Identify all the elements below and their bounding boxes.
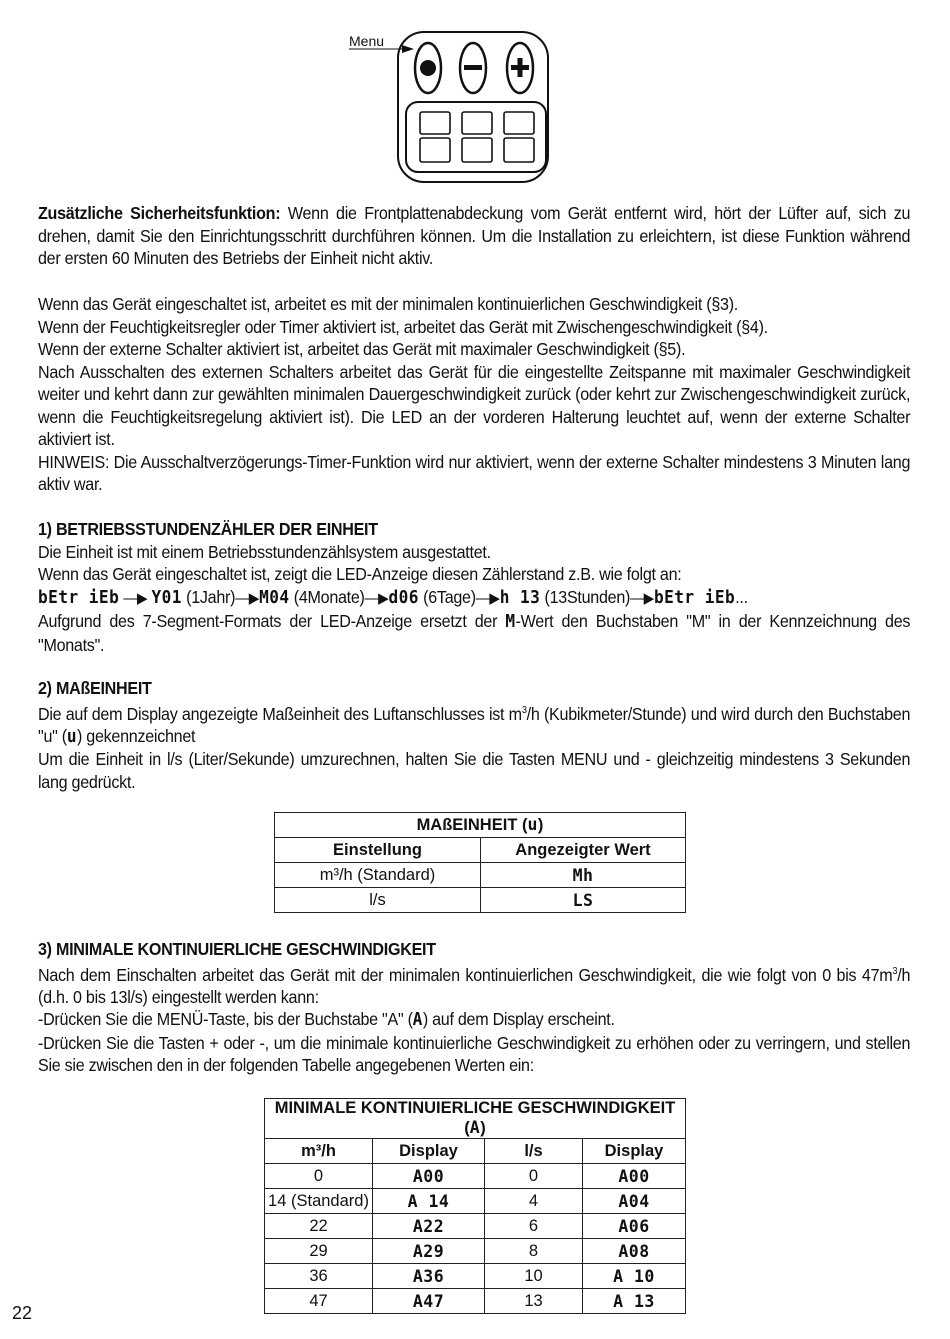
section-3-heading: 3) MINIMALE KONTINUIERLICHE GESCHWINDIGKEIT: [38, 939, 436, 959]
section-2-heading: 2) MAßEINHEIT: [38, 678, 152, 698]
seven-segment-display: [420, 112, 534, 162]
table-row: 36 A36 10 A 10: [265, 1264, 686, 1289]
seg-m: M: [505, 612, 516, 632]
section-2-line-2: Um die Einheit in l/s (Liter/Sekunde) umzurechnen, halten Sie die Tasten MENU und - gleichzeitig mindestens 3 Sekunden lang gedrückt.: [38, 749, 911, 792]
seg-hour: h 13: [499, 587, 541, 608]
table-row: 29 A29 8 A08: [265, 1239, 686, 1264]
safety-text: Wenn die Frontplattenabdeckung vom Gerät entfernt wird, hört der Lüfter auf, sich zu drehen, damit Sie den Einrichtungsschritt durchführen können. Um die Installation zu erleichtern, ist diese Funktion während der ersten 60 Minuten des Betriebs der Einheit nicht aktiv.: [38, 203, 911, 268]
control-panel-illustration: [340, 30, 560, 195]
section-min-speed: [38, 938, 910, 1077]
arrow-icon: —▶: [123, 589, 148, 607]
menu-button: [415, 43, 441, 93]
arrow-icon: —▶: [364, 589, 389, 607]
col-display-m3h: Display: [373, 1139, 485, 1164]
unit-table-title: MAßEINHEIT (u): [275, 813, 686, 838]
operation-line-4: Nach Ausschalten des externen Schalters arbeitet das Gerät für die eingestellte Zeitspanne mit maximaler Geschwindigkeit weiter und kehrt dann zur gewählten minimalen Dauergeschwindigkeit zurück (oder kehrt zur Zwischengeschwindigkeit zurück, wenn die Feuchtigkeitsregelung aktiviert ist). Die LED an der vorderen Halterung leuchtet auf, wenn der externe Schalter aktiviert ist.: [38, 361, 911, 449]
unit-table: [274, 812, 686, 913]
table-row: 47 A47 13 A 13: [265, 1289, 686, 1314]
section-2-line-1: Die auf dem Display angezeigte Maßeinheit des Luftanschlusses ist $m^3/h$ (Kubikmeter/Stunde) und wird durch den Buchstaben "u" (u) gekennzeichnet: [38, 703, 911, 747]
seg-year: Y01: [151, 587, 182, 608]
operation-line-2: Wenn der Feuchtigkeitsregler oder Timer aktiviert ist, arbeitet das Gerät mit Zwischengeschwindigkeit (§4).: [38, 316, 768, 337]
seg-betrieb: bEtr iEb: [38, 587, 120, 608]
unit-col-display: Angezeigter Wert: [481, 838, 686, 863]
hour-label: (13Stunden): [544, 586, 631, 607]
col-display-ls: Display: [583, 1139, 686, 1164]
section-1-line-3: Aufgrund des 7-Segment-Formats der LED-Anzeige ersetzt der M-Wert den Buchstaben "M" in der Kennzeichnung des "Monats".: [38, 611, 911, 655]
operation-paragraph: [38, 293, 910, 496]
section-hour-counter: [38, 518, 910, 656]
unit-m3h: m³/h (Standard): [275, 863, 481, 888]
table-row: 14 (Standard) A 14 4 A04: [265, 1189, 686, 1214]
seg-month: M04: [259, 587, 290, 608]
operation-line-3: Wenn der externe Schalter aktiviert ist, arbeitet das Gerät mit maximaler Geschwindigkeit (§5).: [38, 339, 686, 359]
unit-ls-display: LS: [481, 888, 686, 913]
safety-heading: Zusätzliche Sicherheitsfunktion:: [38, 203, 281, 223]
section-3-line-2: -Drücken Sie die MENÜ-Taste, bis der Buchstabe "A" (A) auf dem Display erscheint.: [38, 1009, 615, 1031]
counter-sequence: [38, 586, 910, 611]
safety-paragraph: [38, 202, 910, 270]
ellipsis: ...: [735, 586, 748, 607]
seg-betrieb-repeat: bEtr iEb: [653, 587, 736, 608]
arrow-icon: —▶: [475, 589, 500, 607]
arrow-icon: —▶: [235, 589, 260, 607]
section-unit: [38, 677, 910, 793]
unit-col-setting: Einstellung: [275, 838, 481, 863]
seg-day: d06: [388, 587, 419, 608]
section-1-heading: 1) BETRIEBSSTUNDENZÄHLER DER EINHEIT: [38, 519, 378, 539]
seg-u: u: [66, 726, 78, 747]
col-m3h: m³/h: [265, 1139, 373, 1164]
seg-a: A: [412, 1010, 423, 1031]
section-1-line-2: Wenn das Gerät eingeschaltet ist, zeigt die LED-Anzeige diesen Zählerstand z.B. wie folgt an:: [38, 564, 682, 584]
table-row: [275, 888, 686, 913]
section-3-line-3: -Drücken Sie die Tasten + oder -, um die minimale kontinuierliche Geschwindigkeit zu erhöhen oder zu verringern, und stellen Sie sie zwischen den in der folgenden Tabelle angegebenen Werten ein:: [38, 1032, 911, 1076]
unit-m3h-display: Mh: [481, 863, 686, 888]
month-label: (4Monate): [293, 586, 365, 607]
page-number: 22: [12, 1303, 33, 1323]
operation-line-1: Wenn das Gerät eingeschaltet ist, arbeitet es mit der minimalen kontinuierlichen Geschwindigkeit (§3).: [38, 294, 738, 314]
min-speed-table-title: MINIMALE KONTINUIERLICHE GESCHWINDIGKEIT (A): [265, 1099, 686, 1139]
unit-ls: l/s: [275, 888, 481, 913]
day-label: (6Tage): [423, 586, 476, 607]
plus-button: [507, 43, 533, 93]
operation-note: HINWEIS: Die Ausschaltverzögerungs-Timer-Funktion wird nur aktiviert, wenn der externe Schalter mindestens 3 Minuten lang aktiv war.: [38, 451, 911, 494]
menu-label: Menu: [349, 33, 385, 49]
section-1-line-1: Die Einheit ist mit einem Betriebsstundenzählsystem ausgestattet.: [38, 541, 491, 562]
minus-button: [460, 43, 486, 93]
table-row: 0 A00 0 A00: [265, 1164, 686, 1189]
arrow-icon: —▶: [630, 589, 654, 607]
col-ls: l/s: [485, 1139, 583, 1164]
section-3-line-1: Nach dem Einschalten arbeitet das Gerät mit der minimalen kontinuierlichen Geschwindigkeit, die wie folgt von 0 bis $47m^3/h$ (d.h. 0 bis 13l/s) eingestellt werden kann:: [38, 964, 911, 1007]
year-label: (1Jahr): [186, 586, 236, 607]
table-row: 22 A22 6 A06: [265, 1214, 686, 1239]
table-row: [275, 863, 686, 888]
min-speed-table: [264, 1098, 686, 1314]
